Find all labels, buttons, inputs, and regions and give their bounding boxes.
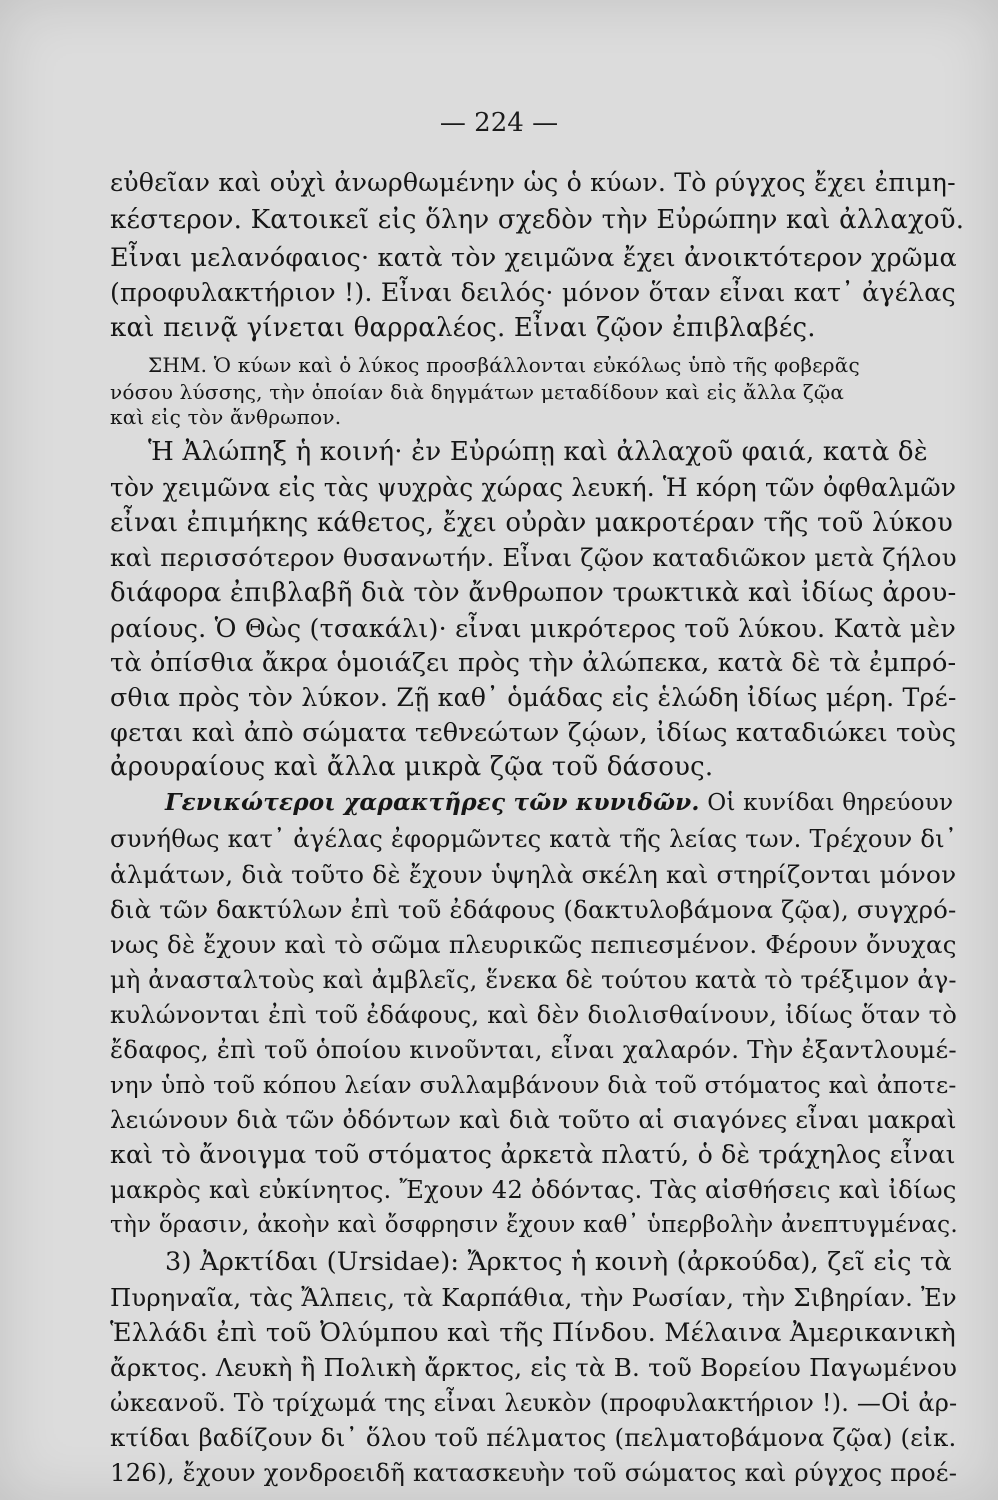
text-line: ἁλμάτων, διὰ τοῦτο δὲ ἔχουν ὑψηλὰ σκέλη καὶ στηρίζονται μόνον [110, 860, 957, 889]
heading-line [165, 788, 960, 818]
text-line: μὴ ἀνασταλτοὺς καὶ ἀμβλεῖς, ἕνεκα δὲ τούτου κατὰ τὸ τρέξιμον ἀγ- [110, 966, 957, 994]
text-line: 126), ἔχουν χονδροειδῆ κατασκευὴν τοῦ σώματος καὶ ρύγχος προέ- [110, 1458, 958, 1487]
text-line: φεται καὶ ἀπὸ σώματα τεθνεώτων ζῴων, ἰδίως καταδιώκει τοὺς [110, 718, 957, 748]
text-line: συνήθως κατ᾿ ἀγέλας ἐφορμῶντες κατὰ τῆς λείας των. Τρέχουν δι᾿ [110, 825, 958, 853]
text-line: (προφυλακτήριον !). Εἶναι δειλός· μόνον ὅταν εἶναι κατ᾿ ἀγέλας [110, 278, 956, 307]
text-line: νως δὲ ἔχουν καὶ τὸ σῶμα πλευρικῶς πεπιεσμένον. Φέρουν ὄνυχας [110, 930, 957, 959]
page-number: — 224 — [439, 108, 559, 138]
text-line: σθια πρὸς τὸν λύκον. Ζῇ καθ᾿ ὁμάδας εἰς ἑλώδη ἰδίως μέρη. Τρέ- [110, 683, 957, 712]
heading-line-rest: Οἱ κυνίδαι θηρεύουν [699, 790, 954, 816]
text-line: καὶ περισσότερον θυσανωτήν. Εἶναι ζῷον καταδιῶκον μετὰ ζήλου [110, 543, 957, 572]
section-heading: Γενικώτεροι χαρακτῆρες τῶν κυνιδῶν. [165, 789, 700, 816]
text-line: 3) Ἀρκτίδαι (Ursidae): Ἄρκτος ἡ κοινὴ (ἀρκούδα), ζεῖ εἰς τὰ [165, 1247, 952, 1277]
text-line: νην ὑπὸ τοῦ κόπου λείαν συλλαμβάνουν διὰ τοῦ στόματος καὶ ἀποτε- [110, 1071, 957, 1099]
text-line: ἔδαφος, ἐπὶ τοῦ ὁποίου κινοῦνται, εἶναι χαλαρόν. Τὴν ἐξαντλουμέ- [110, 1035, 957, 1064]
text-line: κτίδαι βαδίζουν δι᾿ ὅλου τοῦ πέλματος (πελματοβάμονα ζῷα) (εἰκ. [110, 1423, 957, 1452]
text-line: κέστερον. Κατοικεῖ εἰς ὅλην σχεδὸν τὴν Εὐρώπην καὶ ἀλλαχοῦ. [110, 205, 965, 235]
text-line: Πυρηναῖα, τὰς Ἄλπεις, τὰ Καρπάθια, τὴν Ρωσίαν, τὴν Σιβηρίαν. Ἐν [110, 1283, 957, 1312]
text-line: τὸν χειμῶνα εἰς τὰς ψυχρὰς χώρας λευκή. Ἡ κόρη τῶν ὀφθαλμῶν [110, 473, 957, 502]
text-line: εὐθεῖαν καὶ οὐχὶ ἀνωρθωμένην ὡς ὁ κύων. Τὸ ρύγχος ἔχει ἐπιμη- [110, 168, 956, 197]
text-line: λειώνουν διὰ τῶν ὀδόντων καὶ διὰ τοῦτο αἱ σιαγόνες εἶναι μακραὶ [110, 1105, 957, 1134]
text-line: καὶ τὸ ἄνοιγμα τοῦ στόματος ἀρκετὰ πλατύ, ὁ δὲ τράχηλος εἶναι [110, 1140, 956, 1169]
text-line: ἄρκτος. Λευκὴ ἢ Πολικὴ ἄρκτος, εἰς τὰ Β. τοῦ Βορείου Παγωμένου [110, 1353, 958, 1382]
text-line: Ἑλλάδι ἐπὶ τοῦ Ὀλύμπου καὶ τῆς Πίνδου. Μέλαινα Ἀμερικανικὴ [110, 1318, 956, 1348]
text-line: ραίους. Ὁ Θὼς (τσακάλι)· εἶναι μικρότερος τοῦ λύκου. Κατὰ μὲν [110, 613, 957, 643]
text-line: εἶναι ἐπιμήκης κάθετος, ἔχει οὐρὰν μακροτέραν τῆς τοῦ λύκου [110, 508, 954, 538]
text-line: ἀρουραίους καὶ ἄλλα μικρὰ ζῷα τοῦ δάσους. [110, 752, 714, 782]
text-line: κυλώνονται ἐπὶ τοῦ ἐδάφους, καὶ δὲν διολισθαίνουν, ἰδίως ὅταν τὸ [110, 1001, 958, 1029]
note-line: καὶ εἰς τὸν ἄνθρωπον. [110, 405, 342, 429]
text-line: καὶ πεινᾷ γίνεται θαρραλέος. Εἶναι ζῷον ἐπιβλαβές. [110, 313, 816, 343]
text-line: τὴν ὅρασιν, ἀκοὴν καὶ ὄσφρησιν ἔχουν καθ᾿ ὑπερβολὴν ἀνεπτυγμένας. [110, 1212, 958, 1238]
note-line: νόσου λύσσης, τὴν ὁποίαν διὰ δηγμάτων μεταδίδουν καὶ εἰς ἄλλα ζῷα [110, 380, 845, 404]
text-line: διάφορα ἐπιβλαβῆ διὰ τὸν ἄνθρωπον τρωκτικὰ καὶ ἰδίως ἀρου- [110, 578, 957, 608]
text-line: Ἡ Ἀλώπηξ ἡ κοινή· ἐν Εὐρώπῃ καὶ ἀλλαχοῦ φαιά, κατὰ δὲ [148, 437, 928, 467]
text-line: τὰ ὀπίσθια ἄκρα ὁμοιάζει πρὸς τὴν ἀλώπεκα, κατὰ δὲ τὰ ἐμπρό- [110, 648, 957, 678]
text-line: μακρὸς καὶ εὐκίνητος. Ἔχουν 42 ὀδόντας. Τὰς αἰσθήσεις καὶ ἰδίως [110, 1175, 957, 1204]
text-line: ὠκεανοῦ. Τὸ τρίχωμά της εἶναι λευκὸν (προφυλακτήριον !). —Οἱ ἀρ- [110, 1389, 958, 1417]
note-line: ΣΗΜ. Ὁ κύων καὶ ὁ λύκος προσβάλλονται εὐκόλως ὑπὸ τῆς φοβερᾶς [148, 353, 860, 377]
text-line: Εἶναι μελανόφαιος· κατὰ τὸν χειμῶνα ἔχει ἀνοικτότερον χρῶμα [110, 242, 957, 272]
text-line: διὰ τῶν δακτύλων ἐπὶ τοῦ ἐδάφους (δακτυλοβάμονα ζῷα), συγχρό- [110, 895, 957, 924]
